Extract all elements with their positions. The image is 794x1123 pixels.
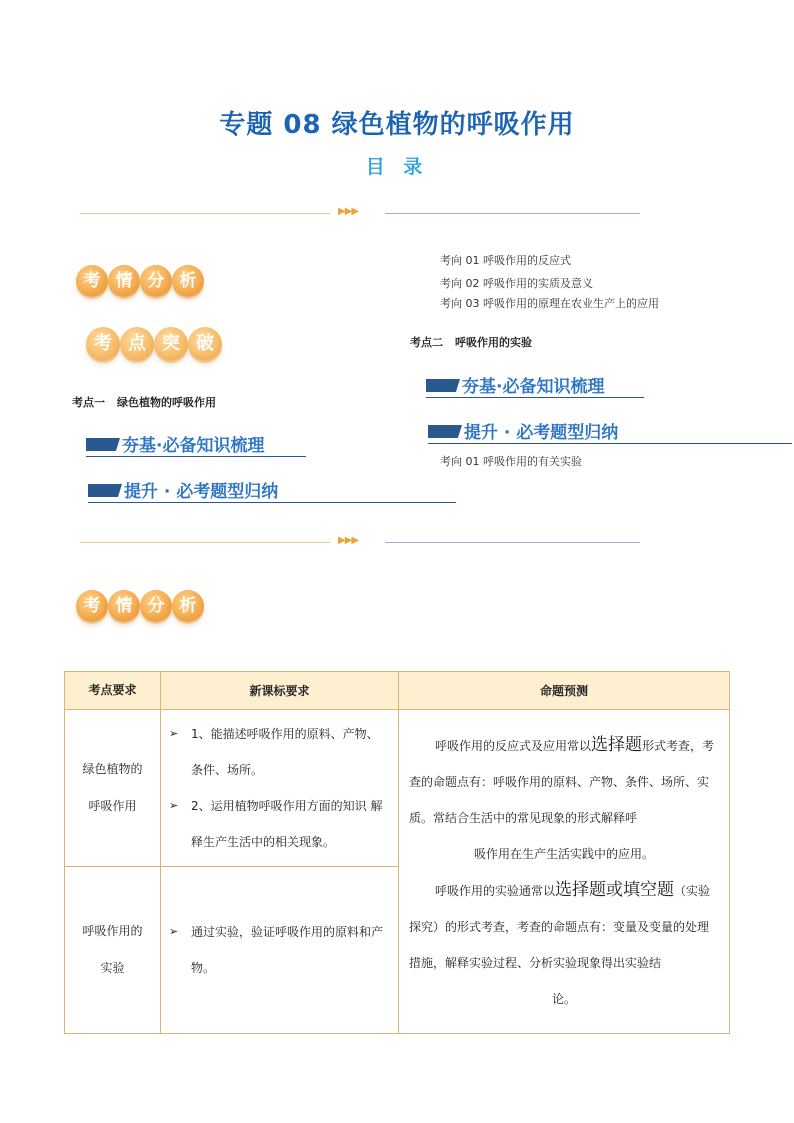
prediction-1: 呼吸作用的反应式及应用常以选择题形式考查，考查的命题点有：呼吸作用的原料、产物、条件、场所、实质。常结合生活中的常见现象的形式解释呼 <box>409 734 715 825</box>
cell-kaodian-2: 呼吸作用的 实验 <box>65 867 161 1034</box>
banner-jichu-right[interactable]: 夯基·必备知识梳理 <box>426 372 644 398</box>
banner-tisheng-right[interactable]: 提升 · 必考题型归纳 <box>428 418 792 444</box>
cell-xinkebiao-1 <box>161 710 399 867</box>
banner-jichu-left[interactable]: 夯基·必备知识梳理 <box>86 431 306 457</box>
arrow-bullet-icon: ➢ <box>169 727 179 740</box>
toc-kaoxiang-2[interactable]: 考向 02 呼吸作用的实质及意义 <box>440 277 593 290</box>
arrow-bullet-icon: ➢ <box>169 925 179 938</box>
divider-top <box>80 208 640 220</box>
arrows-icon: ▶▶▶ <box>338 535 359 546</box>
cell-xinkebiao-2 <box>161 867 399 1034</box>
toc-kaodian-1[interactable]: 考点一 绿色植物的呼吸作用 <box>72 396 216 409</box>
toc-subtitle: 目 录 <box>365 156 429 178</box>
divider-bottom <box>80 537 640 549</box>
table-row <box>65 710 730 867</box>
col-header-xinkebiao: 新课标要求 <box>161 672 399 710</box>
banner-bar-icon <box>86 438 120 451</box>
toc-kaoxiang-4[interactable]: 考向 01 呼吸作用的有关实验 <box>440 455 582 468</box>
cell-kaodian-1: 绿色植物的 呼吸作用 <box>65 710 161 867</box>
badge-kaoqing-section: 考 情 分 析 <box>76 590 204 622</box>
toc-kaodian-2[interactable]: 考点二 呼吸作用的实验 <box>410 336 532 349</box>
analysis-table <box>64 671 730 1034</box>
banner-bar-icon <box>428 425 462 438</box>
badge-kaoqing-toc: 考 情 分 析 <box>76 265 204 297</box>
list-item: ➢ 2、运用植物呼吸作用方面的知识 解释生产生活中的相关现象。 <box>169 788 390 860</box>
list-item: ➢ 通过实验，验证呼吸作用的原料和产物。 <box>169 914 390 986</box>
toc-kaoxiang-3[interactable]: 考向 03 呼吸作用的原理在农业生产上的应用 <box>440 297 659 310</box>
arrow-bullet-icon: ➢ <box>169 799 179 812</box>
banner-bar-icon <box>426 379 460 392</box>
badge-kaodian-toc: 考 点 突 破 <box>86 327 222 361</box>
arrows-icon: ▶▶▶ <box>338 206 359 217</box>
cell-mingti-yuce: 呼吸作用的反应式及应用常以选择题形式考查，考查的命题点有：呼吸作用的原料、产物、条件、场所、实质。常结合生活中的常见现象的形式解释呼 吸作用在生产生活实践中的应用。 呼吸作用的实验通常以选择题或填空题（实验探究）的形式考查，考查的命题点有：变量及变量的处理措施，解释实验过程、分析实验现象得出实验结 论。 <box>399 710 730 1034</box>
page-title: 专题 08 绿色植物的呼吸作用 <box>219 110 575 140</box>
banner-tisheng-left[interactable]: 提升 · 必考题型归纳 <box>88 477 456 503</box>
banner-bar-icon <box>88 484 122 497</box>
toc-kaoxiang-1[interactable]: 考向 01 呼吸作用的反应式 <box>440 254 571 267</box>
table-header-row <box>65 672 730 710</box>
col-header-kaodian: 考点要求 <box>65 672 161 710</box>
col-header-mingti: 命题预测 <box>399 672 730 710</box>
prediction-2: 呼吸作用的实验通常以选择题或填空题（实验探究）的形式考查，考查的命题点有：变量及变量的处理措施，解释实验过程、分析实验现象得出实验结 <box>409 879 711 970</box>
list-item: ➢ 1、能描述呼吸作用的原料、产物、条件、场所。 <box>169 716 390 788</box>
